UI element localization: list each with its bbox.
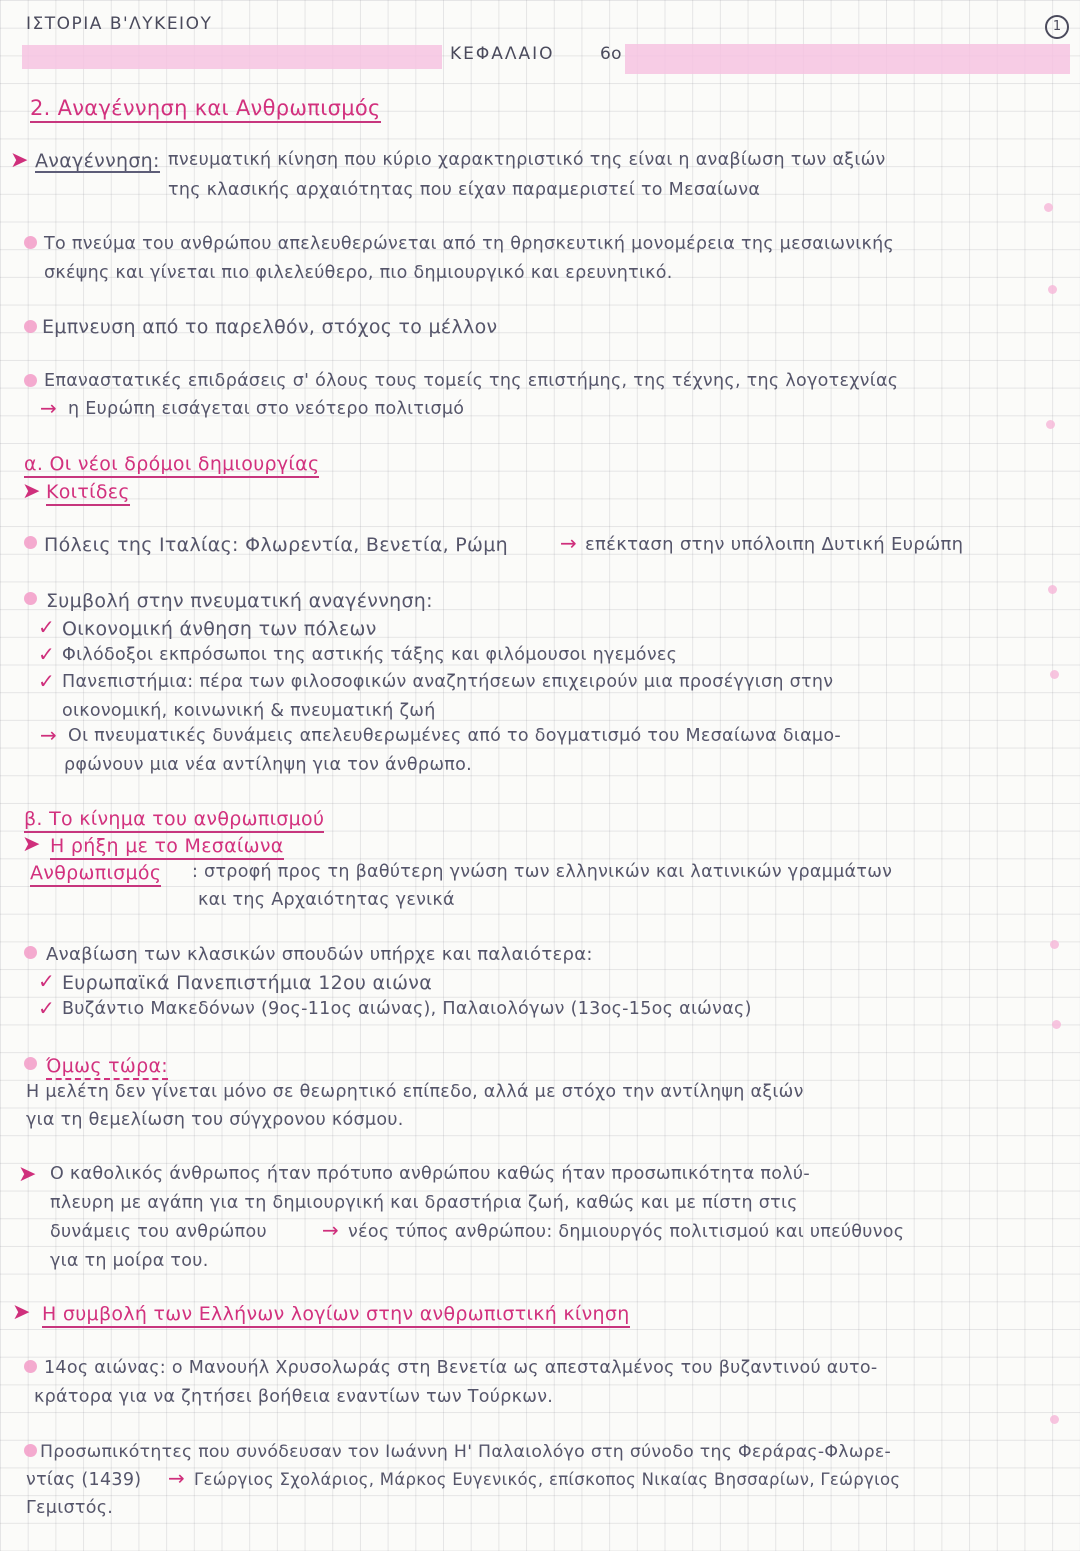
- contribution-economy: Οικονομική άνθηση των πόλεων: [62, 618, 377, 640]
- figures-2a: ντίας (1439): [26, 1470, 142, 1490]
- margin-dot: [1050, 1415, 1059, 1424]
- contribution-bourgeois: Φιλόδοξοι εκπρόσωποι της αστικής τάξης και φιλόμουσοι ηγεμόνες: [62, 645, 678, 665]
- revival-universities: Ευρωπαϊκά Πανεπιστήμια 12ου αιώνα: [62, 972, 433, 994]
- margin-dot: [1052, 1020, 1061, 1029]
- bullet-icon: [24, 592, 37, 605]
- contribution-forces-2: ρφώνουν μια νέα αντίληψη για τον άνθρωπο.: [64, 755, 472, 775]
- renaissance-def-2: της κλασικής αρχαιότητας που είχαν παραμεριστεί το Μεσαίωνα: [168, 180, 761, 200]
- arrow-right-icon: →: [560, 531, 577, 555]
- now-text-1: Η μελέτη δεν γίνεται μόνο σε θεωρητικό επίπεδο, αλλά με στόχο την αντίληψη αξιών: [26, 1082, 804, 1102]
- arrow-right-icon: →: [322, 1218, 339, 1242]
- universal-man-1: Ο καθολικός άνθρωπος ήταν πρότυπο ανθρώπου καθώς ήταν προσωπικότητα πολύ-: [50, 1164, 810, 1184]
- now-text-2: για τη θεμελίωση του σύγχρονου κόσμου.: [26, 1110, 404, 1130]
- header-highlight-left: [22, 45, 442, 69]
- bullet-icon: [24, 374, 37, 387]
- chapter-number: 6ο: [600, 44, 622, 64]
- chapter-label: ΚΕΦΑΛΑΙΟ: [450, 44, 555, 64]
- universal-man-3b: νέος τύπος ανθρώπου: δημιουργός πολιτισμού και υπεύθυνος: [348, 1222, 905, 1242]
- section-c-title: Η συμβολή των Ελλήνων λογίων στην ανθρωπιστική κίνηση: [42, 1305, 630, 1328]
- check-icon: ✓: [38, 969, 55, 993]
- bullet-inspiration: Εμπνευση από το παρελθόν, στόχος το μέλλον: [42, 316, 498, 338]
- margin-dot: [1046, 420, 1055, 429]
- humanism-def-1: : στροφή προς τη βαθύτερη γνώση των ελληνικών και λατινικών γραμμάτων: [192, 862, 893, 882]
- margin-dot: [1048, 585, 1057, 594]
- figures-1: Προσωπικότητες που συνόδευσαν τον Ιωάννη Η' Παλαιολόγο στη σύνοδο της Φεράρας-Φλωρε-: [40, 1442, 892, 1462]
- arrow-icon: ➤: [18, 1162, 37, 1187]
- check-icon: ✓: [38, 669, 55, 693]
- chrysoloras-1: 14ος αιώνας: ο Μανουήλ Χρυσολωράς στη Βενετία ως απεσταλμένος του βυζαντινού αυτο-: [44, 1358, 878, 1378]
- header-highlight-right: [625, 44, 1070, 74]
- contribution-heading: Συμβολή στην πνευματική αναγέννηση:: [46, 590, 433, 612]
- bullet-revolution-2: η Ευρώπη εισάγεται στο νεότερο πολιτισμό: [68, 399, 465, 419]
- bullet-icon: [24, 946, 37, 959]
- arrow-icon: ➤: [22, 479, 41, 504]
- bullet-icon: [24, 1444, 37, 1457]
- arrow-icon: ➤: [10, 148, 29, 173]
- renaissance-term: Αναγέννηση:: [35, 150, 160, 172]
- bullet-icon: [24, 320, 37, 333]
- chrysoloras-2: κράτορα για να ζητήσει βοήθεια εναντίων των Τούρκων.: [34, 1387, 554, 1407]
- margin-dot: [1044, 203, 1053, 212]
- bullet-icon: [24, 536, 37, 549]
- renaissance-def-1: πνευματική κίνηση που κύριο χαρακτηριστικό της είναι η αναβίωση των αξιών: [168, 150, 886, 170]
- subject-title: ΙΣΤΟΡΙΑ Β'ΛΥΚΕΙΟΥ: [26, 14, 213, 34]
- arrow-icon: ➤: [12, 1300, 31, 1325]
- margin-dot: [1048, 285, 1057, 294]
- arrow-right-icon: →: [40, 396, 57, 420]
- check-icon: ✓: [38, 642, 55, 666]
- now-heading: Όμως τώρα:: [46, 1057, 168, 1080]
- revival-heading: Αναβίωση των κλασικών σπουδών υπήρχε και παλαιότερα:: [46, 944, 593, 965]
- bullet-icon: [24, 1057, 37, 1070]
- universal-man-2: πλευρη με αγάπη για τη δημιουργική και δραστήρια ζωή, καθώς και με πίστη στις: [50, 1193, 798, 1213]
- cities-continuation: επέκταση στην υπόλοιπη Δυτική Ευρώπη: [585, 534, 964, 555]
- bullet-icon: [24, 236, 37, 249]
- figures-3: Γεμιστός.: [26, 1498, 114, 1518]
- arrow-right-icon: →: [40, 723, 57, 747]
- humanism-term: Ανθρωπισμός: [30, 864, 161, 887]
- section-a-title: α. Οι νέοι δρόμοι δημιουργίας: [24, 455, 319, 478]
- section-main-title: 2. Αναγέννηση και Ανθρωπισμός: [30, 98, 381, 123]
- cities: Πόλεις της Ιταλίας: Φλωρεντία, Βενετία, Ρώμη: [44, 534, 508, 556]
- contribution-universities-2: οικονομική, κοινωνική & πνευματική ζωή: [62, 701, 436, 721]
- margin-dot: [1050, 940, 1059, 949]
- section-b-sub: Η ρήξη με το Μεσαίωνα: [50, 837, 284, 860]
- revival-byzantium: Βυζάντιο Μακεδόνων (9ος-11ος αιώνας), Παλαιολόγων (13ος-15ος αιώνας): [62, 999, 752, 1019]
- contribution-universities-1: Πανεπιστήμια: πέρα των φιλοσοφικών αναζητήσεων επιχειρούν μια προσέγγιση στην: [62, 672, 834, 692]
- page-number: 1: [1045, 15, 1069, 39]
- universal-man-3a: δυνάμεις του ανθρώπου: [50, 1222, 267, 1242]
- section-a-sub: Κοιτίδες: [46, 483, 130, 506]
- bullet-revolution-1: Επαναστατικές επιδράσεις σ' όλους τους τομείς της επιστήμης, της τέχνης, της λογοτεχνίας: [44, 371, 899, 391]
- check-icon: ✓: [38, 615, 55, 639]
- arrow-right-icon: →: [168, 1466, 185, 1490]
- bullet-icon: [24, 1360, 37, 1373]
- figures-2b: Γεώργιος Σχολάριος, Μάρκος Ευγενικός, επίσκοπος Νικαίας Βησσαρίων, Γεώργιος: [194, 1470, 901, 1489]
- bullet-spirit-2: σκέψης και γίνεται πιο φιλελεύθερο, πιο δημιουργικό και ερευνητικό.: [44, 263, 673, 283]
- check-icon: ✓: [38, 996, 55, 1020]
- arrow-icon: ➤: [22, 832, 41, 857]
- universal-man-4: για τη μοίρα του.: [50, 1251, 209, 1271]
- section-b-title: β. Το κίνημα του ανθρωπισμού: [24, 810, 324, 833]
- margin-dot: [1050, 670, 1059, 679]
- bullet-spirit-1: Το πνεύμα του ανθρώπου απελευθερώνεται από τη θρησκευτική μονομέρεια της μεσαιωνικής: [44, 234, 895, 254]
- contribution-forces-1: Οι πνευματικές δυνάμεις απελευθερωμένες από το δογματισμό του Μεσαίωνα διαμο-: [68, 726, 841, 746]
- humanism-def-2: και της Αρχαιότητας γενικά: [198, 890, 455, 910]
